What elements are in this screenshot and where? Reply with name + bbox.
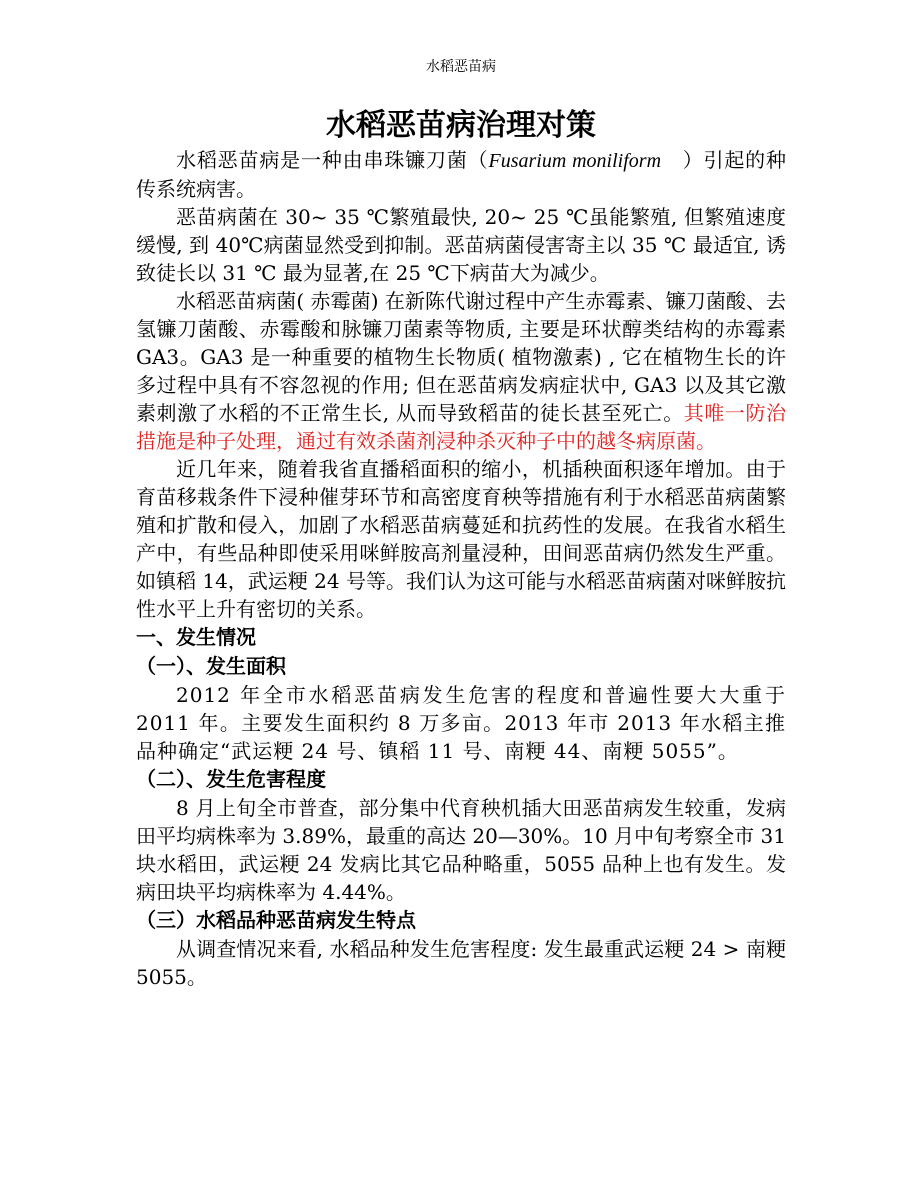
pathogen-text: 水稻恶苗病菌( 赤霉菌) 在新陈代谢过程中产生赤霉素、镰刀菌酸、去氢镰刀菌酸、赤霉酸和脉镰刀菌素等物质, 主要是环状醇类结构的赤霉素 GA3。GA3 是一种重要的植物生长物质( 植物激素) , 它在植物生长的许多过程中具有不容忽视的作用; 但在恶苗病发病症状中, GA3 以及其它激素刺激了水稻的不正常生长, 从而导致稻苗的徒长甚至死亡。 (136, 289, 786, 425)
highlight-text: 其唯一防治措施是种子处理，通过有效杀菌剂浸种杀灭种子中的越冬病原菌。 (136, 401, 786, 453)
subsection-heading-severity: （二）、发生危害程度 (136, 767, 326, 791)
intro-text-before: 水稻恶苗病是一种由串珠镰刀菌（ (176, 148, 489, 172)
pathogen-paragraph (136, 287, 786, 455)
intro-text-after: ）引起的种传系统病害。 (136, 148, 787, 201)
subsection-heading-varieties: （三）水稻品种恶苗病发生特点 (136, 908, 416, 932)
document-body (136, 146, 786, 991)
area-paragraph: 2012 年全市水稻恶苗病发生危害的程度和普遍性要大大重于 2011 年。主要发生面积约 8 万多亩。2013 年市 2013 年水稻主推品种确定“武运粳 24 号、镇稻 11 号、南粳 44、南粳 5055”。 (136, 683, 786, 763)
severity-paragraph: 8 月上旬全市普查，部分集中代育秧机插大田恶苗病发生较重，发病田平均病株率为 3.89%，最重的高达 20—30%。10 月中旬考察全市 31 块水稻田，武运粳 24 发病比其它品种略重，5055 品种上也有发生。发病田块平均病株率为 4.44%。 (136, 796, 786, 904)
temperature-paragraph: 恶苗病菌在 30~ 35 ℃繁殖最快, 20~ 25 ℃虽能繁殖, 但繁殖速度缓慢, 到 40℃病菌显然受到抑制。恶苗病菌侵害寄主以 35 ℃ 最适宜, 诱致徒长以 31 ℃ 最为显著,在 25 ℃下病苗大为减少。 (136, 205, 786, 285)
background-paragraph: 近几年来，随着我省直播稻面积的缩小，机插秧面积逐年增加。由于育苗移栽条件下浸种催芽环节和高密度育秧等措施有利于水稻恶苗病菌繁殖和扩散和侵入，加剧了水稻恶苗病蔓延和抗药性的发展。在我省水稻生产中，有些品种即使采用咪鲜胺高剂量浸种，田间恶苗病仍然发生严重。如镇稻 14，武运粳 24 号等。我们认为这可能与水稻恶苗病菌对咪鲜胺抗性水平上升有密切的关系。 (136, 457, 786, 621)
document-page (136, 0, 786, 991)
latin-name: Fusarium moniliform (488, 150, 683, 172)
document-title: 水稻恶苗病治理对策 (326, 108, 596, 143)
varieties-paragraph: 从调查情况来看, 水稻品种发生危害程度: 发生最重武运粳 24 > 南粳 5055。 (136, 937, 786, 989)
subsection-heading-area: （一）、发生面积 (136, 654, 286, 678)
intro-paragraph (136, 146, 786, 203)
running-header: 水稻恶苗病 (426, 59, 496, 75)
section-heading: 一、发生情况 (136, 625, 256, 649)
